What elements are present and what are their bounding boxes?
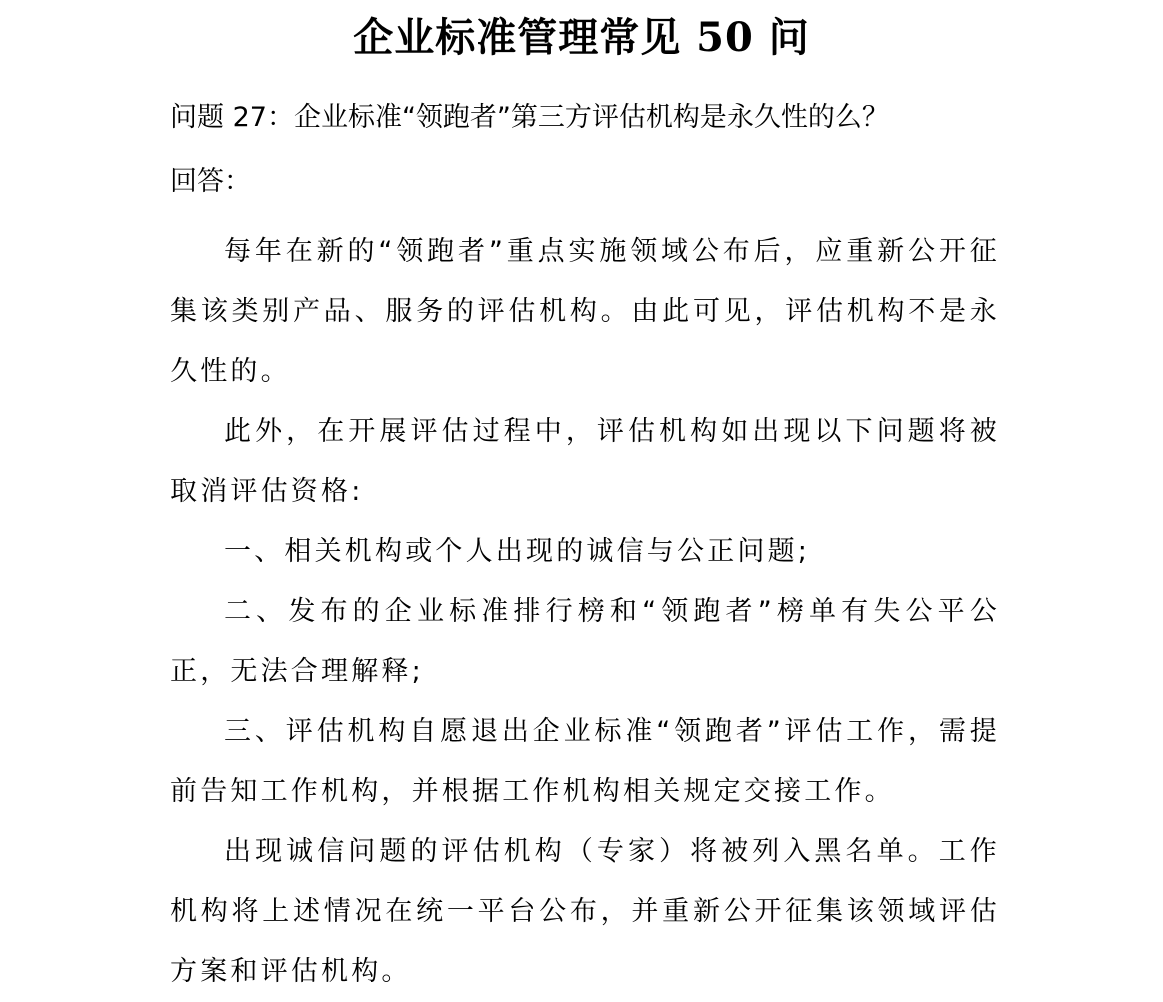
paragraph-blacklist: 出现诚信问题的评估机构（专家）将被列入黑名单。工作机构将上述情况在统一平台公布，并重新公开征集该领域评估方案和评估机构。: [170, 836, 1000, 987]
paragraph-item-two: 二、发布的企业标准排行榜和“领跑者”榜单有失公平公正，无法合理解释;: [170, 596, 1000, 687]
paragraph-item-one: 一、相关机构或个人出现的诚信与公正问题;: [224, 536, 811, 567]
question-heading: 问题 27：企业标准“领跑者”第三方评估机构是永久性的么？: [170, 102, 889, 133]
paragraph-intro: 每年在新的“领跑者”重点实施领域公布后，应重新公开征集该类别产品、服务的评估机构。由此可见，评估机构不是永久性的。: [170, 236, 1000, 387]
paragraph-item-three: 三、评估机构自愿退出企业标准“领跑者”评估工作，需提前告知工作机构，并根据工作机构相关规定交接工作。: [170, 716, 1000, 807]
answer-body: [170, 222, 1000, 1002]
answer-label: 回答：: [170, 166, 251, 197]
document-title: 企业标准管理常见 50 问: [353, 14, 810, 61]
paragraph-disqualification-lead: 此外，在开展评估过程中，评估机构如出现以下问题将被取消评估资格:: [170, 416, 1000, 507]
